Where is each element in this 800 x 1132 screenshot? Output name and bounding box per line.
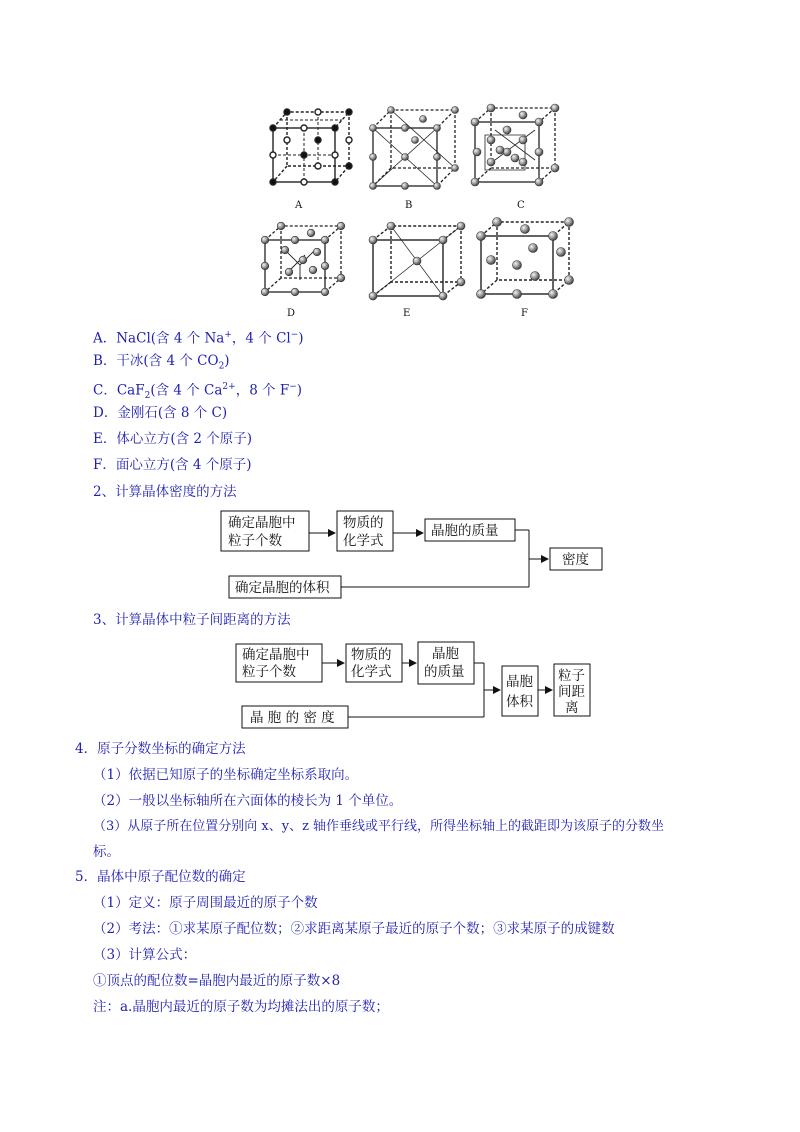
cell-item-c: C．CaF$_2$(含 4 个 $Ca^{2+}$，8 个 F−): [93, 382, 303, 402]
box3-formula-line2: 化学式: [351, 664, 392, 680]
box3-mass-line2: 的质量: [424, 664, 465, 680]
crystal-a-nacl: [270, 109, 352, 185]
section3-title: 3、计算晶体中粒子间距离的方法: [93, 612, 291, 628]
box-density: 密度: [562, 552, 589, 568]
section4-title: 4．原子分数坐标的确定方法: [75, 741, 246, 757]
box3-distance-line2: 间距: [558, 684, 585, 700]
section5-title: 5．晶体中原子配位数的确定: [75, 869, 246, 885]
box3-volume-line2: 体积: [506, 694, 533, 710]
box-cell-mass: 晶胞的质量: [431, 523, 499, 539]
box3-distance-line1: 粒子: [558, 668, 585, 684]
density-flowchart: [215, 505, 615, 605]
cell-item-f: F．面心立方(含 4 个原子): [93, 457, 252, 473]
cell-item-b: B．干冰(含 4 个 $CO_2$): [93, 353, 230, 372]
box-cell-volume: 确定晶胞的体积: [235, 580, 330, 596]
box-count-line1: 确定晶胞中: [228, 515, 296, 531]
box-count-line2: 粒子个数: [228, 533, 282, 549]
crystal-e-bcc: [369, 222, 465, 300]
box3-formula-line1: 物质的: [351, 647, 392, 663]
box3-volume-line1: 晶胞: [506, 674, 533, 690]
section5-item-4: ①顶点的配位数=晶胞内最近的原子数×8: [93, 973, 341, 989]
crystal-structures-figure: [255, 100, 585, 322]
box3-count-line2: 粒子个数: [242, 664, 296, 680]
section4-item-3-cont: 标。: [93, 844, 120, 860]
box-formula-line2: 化学式: [343, 533, 384, 549]
box3-count-line1: 确定晶胞中: [242, 647, 310, 663]
distance-flowchart: [230, 638, 610, 730]
section4-item-2: （2）一般以坐标轴所在六面体的棱长为 1 个单位。: [93, 793, 403, 809]
crystal-label-e: E: [403, 308, 411, 319]
section4-item-3: （3）从原子所在位置分别向 x、y、z 轴作垂线或平行线，所得坐标轴上的截距即为该原子的分数坐: [93, 819, 665, 834]
crystal-f-fcc: [477, 218, 574, 299]
box3-mass-line1: 晶胞: [432, 646, 459, 662]
crystal-label-b: B: [405, 200, 413, 211]
section5-item-2: （2）考法：①求某原子配位数；②求距离某原子最近的原子个数；③求某原子的成键数: [93, 921, 615, 937]
section4-item-1: （1）依据已知原子的坐标确定坐标系取向。: [93, 767, 359, 783]
section5-item-1: （1）定义：原子周围最近的原子个数: [93, 895, 318, 911]
crystal-label-d: D: [287, 308, 296, 319]
crystal-d-diamond: [261, 222, 345, 296]
crystal-b-dry-ice: [370, 107, 459, 190]
box3-density: 晶 胞 的 密 度: [250, 710, 335, 726]
crystal-c-caf2: [471, 104, 559, 186]
cell-item-a: A．NaCl(含 4 个 Na+，4 个 Cl−): [93, 330, 304, 347]
box3-distance-line3: 离: [565, 700, 579, 716]
crystal-label-c: C: [517, 200, 525, 211]
section2-title: 2、计算晶体密度的方法: [93, 484, 237, 500]
box-formula-line1: 物质的: [343, 515, 384, 531]
cell-item-d: D．金刚石(含 8 个 C): [93, 405, 228, 421]
cell-item-e: E．体心立方(含 2 个原子): [93, 431, 253, 447]
section5-item-3: （3）计算公式：: [93, 947, 197, 963]
section5-item-5: 注：a.晶胞内最近的原子数为均摊法出的原子数；: [93, 999, 389, 1015]
crystal-label-f: F: [521, 308, 528, 319]
crystal-label-a: A: [295, 200, 303, 211]
